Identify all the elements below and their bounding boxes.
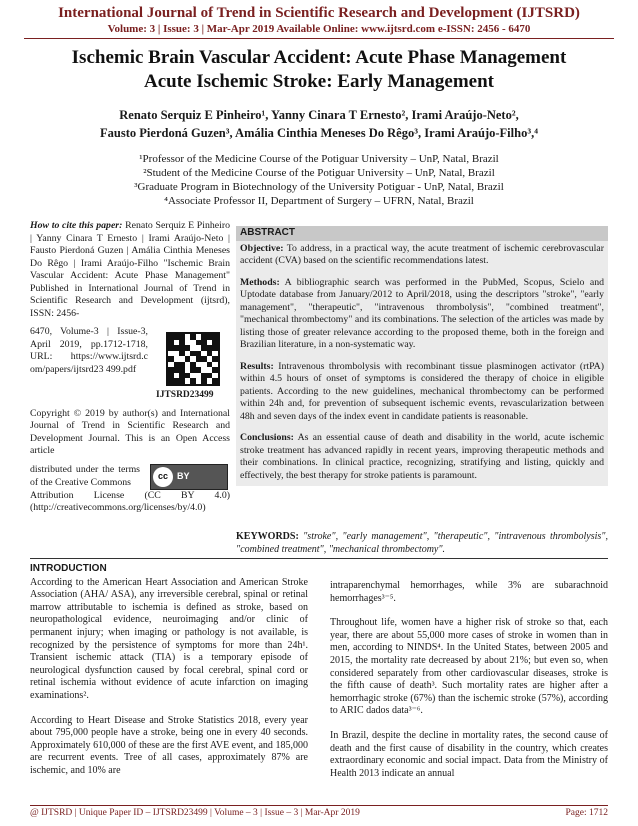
- citation-column: [30, 220, 230, 521]
- paper-title-line2: Acute Ischemic Stroke: Early Management: [143, 71, 495, 92]
- abstract-objective: [240, 243, 604, 268]
- body-column-right: [330, 580, 608, 792]
- qr-code-icon: [166, 332, 220, 386]
- footer-info: @ IJTSRD | Unique Paper ID – IJTSRD23499 | Volume – 3 | Issue – 3 | Mar-Apr 2019: [30, 808, 360, 818]
- body-paragraph: intraparenchymal hemorrhages, while 3% are subarachnoid hemorrhages³⁻⁵.: [330, 580, 608, 604]
- authors-line1: Renato Serquiz E Pinheiro¹, Yanny Cinara T Ernesto², Irami Araújo-Neto²,: [119, 108, 519, 122]
- page-number: Page: 1712: [565, 808, 608, 818]
- abstract-results: [240, 361, 604, 424]
- keywords: [236, 530, 608, 556]
- body-paragraph: In Brazil, despite the decline in mortality rates, the second cause of death and the first cause of disability in the country, which creates extraordinary economic and social impact. Data from the Ministry of Health 2013 indicate an annual: [330, 729, 608, 779]
- abstract-conclusions: [240, 432, 604, 482]
- objective-label: Objective:: [240, 242, 284, 254]
- body-paragraph: According to Heart Disease and Stroke Statistics 2018, every year about 795,000 people have a stroke, being one in every 40 seconds. Approximately 610,000 of these are the first AVE event, and 185,000 are recurrent events. Tree of all cases, approximately 87% are ischemic, and 10% are: [30, 714, 308, 776]
- affiliation-2: ²Student of the Medicine Course of the Potiguar University – UnP, Natal, Brazil: [143, 167, 495, 179]
- body-paragraph: Throughout life, women have a higher risk of stroke so that, each year, there are about 55,000 more cases of stroke in women than in men, according to NINDS⁴. In the United States, between 2005 and 2015, the mortality rate decreased by about 21%; but even so, when considered separately from other cardiovascular diseases, stroke is the fifth cause of death³. Such mortality rates are higher after a hemorrhagic stroke (67%) than the ischemic stroke (57%), according to ARIC dados data³⁻⁶.: [330, 617, 608, 717]
- paper-title: [30, 46, 608, 94]
- body-column-left: [30, 563, 308, 790]
- abstract-body: [236, 241, 608, 487]
- authors-line2: Fausto Pierdoná Guzen³, Amália Cinthia Meneses Do Rêgo³, Irami Araújo-Filho³,⁴: [100, 126, 538, 140]
- license-link-text: Attribution License (CC BY 4.0) (http://creativecommons.org/licenses/by/4.0): [30, 489, 230, 513]
- body-paragraph: According to the American Heart Association and American Stroke Association (AHA/ ASA), any irreversible cerebral, spinal or retinal marrow attributable to ischemia is defined as stroke, based on neuropathological evidence, neuroimaging and/or clinic of permanent injury; when imaging or pathology is not available, is recognized by the persistence of symptoms for more than 24h¹. Transient ischemic attack (TIA) is a temporary episode of neurological dysfunction caused by focal cerebral, spinal cord or retinal ischemia without evidence of acute infarction on imaging examinations².: [30, 576, 308, 701]
- abstract-methods: [240, 277, 604, 352]
- affiliation-1: ¹Professor of the Medicine Course of the Potiguar University – UnP, Natal, Brazil: [139, 153, 499, 165]
- cite-text: Renato Serquiz E Pinheiro | Yanny Cinara T Ernesto | Irami Araújo-Neto | Fausto Pierdoná Guzen | Amália Cinthia Meneses Do Rêgo | Irami Araújo-Filho "Ischemic Brain Vascular Accident: Acute Phase Management" Published in International Journal of Trend in Scientific Research and Development (ijtsrd), ISSN: 2456-: [30, 220, 230, 319]
- cite-head: How to cite this paper:: [30, 220, 123, 231]
- qr-row: [30, 326, 230, 402]
- objective-text: To address, in a practical way, the acute treatment of ischemic cerebrovascular accident (CVA) based on the scientific recommendations latest.: [240, 242, 604, 266]
- affiliation-3: ³Graduate Program in Biotechnology of the University Potiguar - UnP, Natal, Brazil: [134, 181, 504, 193]
- cc-by-badge-icon: [150, 464, 228, 490]
- footer-rule: [30, 805, 608, 806]
- affiliation-4: ⁴Associate Professor II, Department of Surgery – UFRN, Natal, Brazil: [164, 195, 474, 207]
- copyright-text: Copyright © 2019 by author(s) and International Journal of Trend in Scientific Research and Development Journal. This is an Open Access article: [30, 407, 230, 456]
- conclusions-text: As an essential cause of death and disability in the world, acute ischemic stroke treatment has advanced rapidly in recent years, improving therapeutic methods and their combinations. In clinical practice, recognizing, stratifying and listing, quickly and effectively, the best therapy for stroke patients is paramount.: [240, 432, 604, 481]
- introduction-heading: INTRODUCTION: [30, 563, 107, 574]
- keywords-text: "stroke", "early management", "therapeutic", "intravenous thrombolysis", "combined treatment", "mechanical thrombectomy".: [236, 531, 608, 555]
- affiliations: [40, 152, 598, 208]
- section-divider: [30, 558, 608, 559]
- qr-block: [156, 326, 218, 402]
- abstract-box: [236, 226, 608, 486]
- by-label: BY: [177, 471, 190, 482]
- conclusions-label: Conclusions:: [240, 432, 294, 443]
- methods-label: Methods:: [240, 276, 280, 288]
- results-text: Intravenous thrombolysis with recombinant tissue plasminogen activator (rtPA) within 4.5 hours of onset of symptoms is considered the therapy of choice in eligible patients. According to the new guidelines, mechanical thrombectomy can be performed within 24h and, for prevention of subsequent ischemic events, revascularization between 48h and seven days of the index event in candidate patients is reasonable.: [240, 360, 604, 422]
- journal-title: International Journal of Trend in Scientific Research and Development (IJTSRD): [58, 5, 580, 21]
- abstract-heading: ABSTRACT: [236, 226, 608, 241]
- keywords-label: KEYWORDS:: [236, 531, 299, 542]
- author-list: [20, 106, 618, 142]
- header-rule: [24, 38, 614, 39]
- paper-id: IJTSRD23499: [156, 390, 214, 400]
- results-label: Results:: [240, 360, 274, 372]
- cc-icon: cc: [153, 467, 173, 487]
- methods-text: A bibliographic search was performed in the PubMed, Scopus, Scielo and Uptodate database from January/2012 to April/2018, using the descriptors "stroke", "early management", "therapeutic", "intravenous thrombolysis", "combined treatment", "mechanical thrombectomy" and its combinations. The selection of the articles was made by listing those of greater relevance according to the proposed theme, both in the foreign and Brazilian literature, in a non-systematic way.: [240, 276, 604, 350]
- journal-header: [0, 4, 638, 36]
- cite-paragraph: [30, 220, 230, 320]
- journal-subline: Volume: 3 | Issue: 3 | Mar-Apr 2019 Available Online: www.ijtsrd.com e-ISSN: 2456 - 6470: [107, 23, 531, 35]
- license-row: [30, 464, 230, 490]
- license-text: distributed under the terms of the Creative Commons: [30, 464, 140, 488]
- page-footer: [30, 808, 608, 818]
- cite-url-text: 6470, Volume-3 | Issue-3, April 2019, pp.1712-1718, URL: https://www.ijtsrd.c om/papers/ijtsrd23 499.pdf: [30, 326, 148, 375]
- paper-title-line1: Ischemic Brain Vascular Accident: Acute Phase Management: [71, 47, 567, 68]
